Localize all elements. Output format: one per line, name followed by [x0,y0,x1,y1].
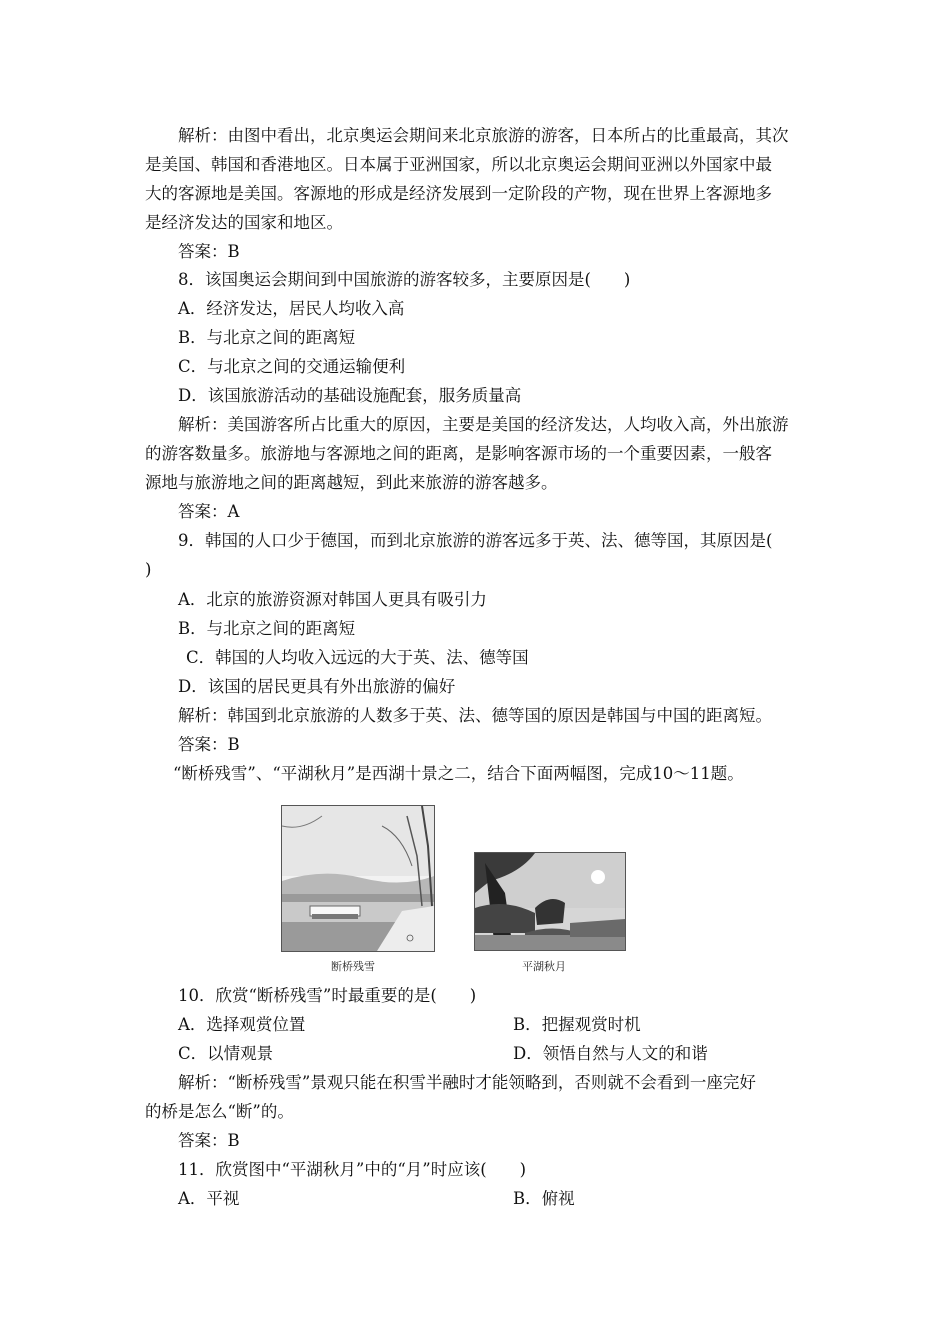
broken-bridge-caption: 断桥残雪 [331,960,375,973]
q9-option-d: D．该国的居民更具有外出旅游的偏好 [178,677,456,696]
q7-explanation-line-4: 是经济发达的国家和地区。 [145,213,343,232]
q10-explanation-line-2: 的桥是怎么“断”的。 [145,1102,294,1121]
q9-option-c: C．韩国的人均收入远远的大于英、法、德等国 [186,648,529,667]
q8-answer: 答案：A [178,502,240,521]
q8-explanation-line-1: 解析：美国游客所占比重大的原因，主要是美国的经济发达，人均收入高，外出旅游 [178,415,789,434]
q8-option-d: D．该国旅游活动的基础设施配套，服务质量高 [178,386,522,405]
q8-option-c: C．与北京之间的交通运输便利 [178,357,406,376]
broken-bridge-image [282,806,434,951]
q10-explanation-line-1: 解析：“断桥残雪”景观只能在积雪半融时才能领略到，否则就不会看到一座完好 [178,1073,756,1092]
q9-option-b: B．与北京之间的距离短 [178,619,356,638]
q11-stem: 11．欣赏图中“平湖秋月”中的“月”时应该( ) [178,1160,527,1179]
q10-answer: 答案：B [178,1131,240,1150]
q9-explanation: 解析：韩国到北京旅游的人数多于英、法、德等国的原因是韩国与中国的距离短。 [178,706,772,725]
q7-explanation-line-2: 是美国、韩国和香港地区。日本属于亚洲国家，所以北京奥运会期间亚洲以外国家中最 [145,155,772,174]
broken-bridge-photo [281,805,435,952]
q9-answer: 答案：B [178,735,240,754]
q9-option-a: A．北京的旅游资源对韩国人更具有吸引力 [178,590,487,609]
q10-option-b: B．把握观赏时机 [513,1015,641,1034]
q9-stem-line-2: ) [145,560,152,579]
q10-stem: 10．欣赏“断桥残雪”时最重要的是( ) [178,986,477,1005]
q10-option-a: A．选择观赏位置 [178,1015,306,1034]
autumn-moon-image [475,853,625,950]
q7-explanation-line-1: 解析：由图中看出，北京奥运会期间来北京旅游的游客，日本所占的比重最高，其次 [178,126,789,145]
q10-option-c: C．以情观景 [178,1044,274,1063]
q7-explanation-line-3: 大的客源地是美国。客源地的形成是经济发展到一定阶段的产物，现在世界上客源地多 [145,184,772,203]
q10-option-d: D．领悟自然与人文的和谐 [513,1044,708,1063]
intro-10-11: “断桥残雪”、“平湖秋月”是西湖十景之二，结合下面两幅图，完成10～11题。 [173,764,744,783]
q9-stem-line-1: 9．韩国的人口少于德国，而到北京旅游的游客远多于英、法、德等国，其原因是( [178,531,773,550]
q8-explanation-line-3: 源地与旅游地之间的距离越短，到此来旅游的游客越多。 [145,473,558,492]
q8-stem: 8．该国奥运会期间到中国旅游的游客较多，主要原因是( ) [178,270,631,289]
q11-option-b: B．俯视 [513,1189,575,1208]
q8-option-b: B．与北京之间的距离短 [178,328,356,347]
q7-answer: 答案：B [178,242,240,261]
q8-explanation-line-2: 的游客数量多。旅游地与客源地之间的距离，是影响客源市场的一个重要因素，一般客 [145,444,772,463]
autumn-moon-caption: 平湖秋月 [522,960,566,973]
q11-option-a: A．平视 [178,1189,240,1208]
q8-option-a: A．经济发达，居民人均收入高 [178,299,405,318]
autumn-moon-photo [474,852,626,951]
